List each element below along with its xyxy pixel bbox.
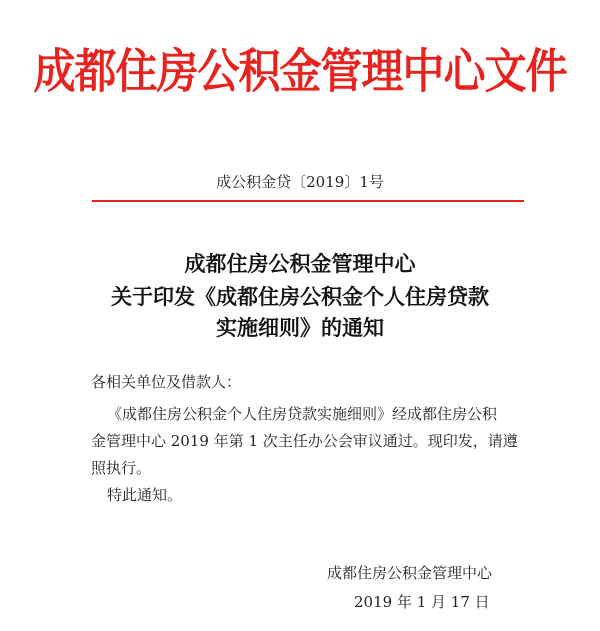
notice-title-line-3: 实施细则》的通知: [216, 316, 384, 340]
body-paragraph-line-1: 《成都住房公积金个人住房贷款实施细则》经成都住房公积: [107, 405, 498, 423]
red-divider-rule: [92, 200, 524, 202]
signature-organization: 成都住房公积金管理中心: [327, 564, 493, 582]
salutation: 各相关单位及借款人：: [91, 373, 242, 391]
body-paragraph-line-2: 金管理中心 2019 年第 1 次主任办公会审议通过。现印发，请遵: [91, 432, 518, 450]
signature-date: 2019 年 1 月 17 日: [354, 593, 490, 611]
document-number: 成公积金贷〔2019〕1号: [216, 173, 384, 191]
body-paragraph-line-3: 照执行。: [91, 459, 152, 477]
document-header-title: 成都住房公积金管理中心文件: [33, 44, 567, 99]
closing-line: 特此通知。: [107, 486, 183, 504]
notice-title-line-2: 关于印发《成都住房公积金个人住房贷款: [111, 285, 489, 309]
notice-title-line-1: 成都住房公积金管理中心: [184, 252, 416, 276]
